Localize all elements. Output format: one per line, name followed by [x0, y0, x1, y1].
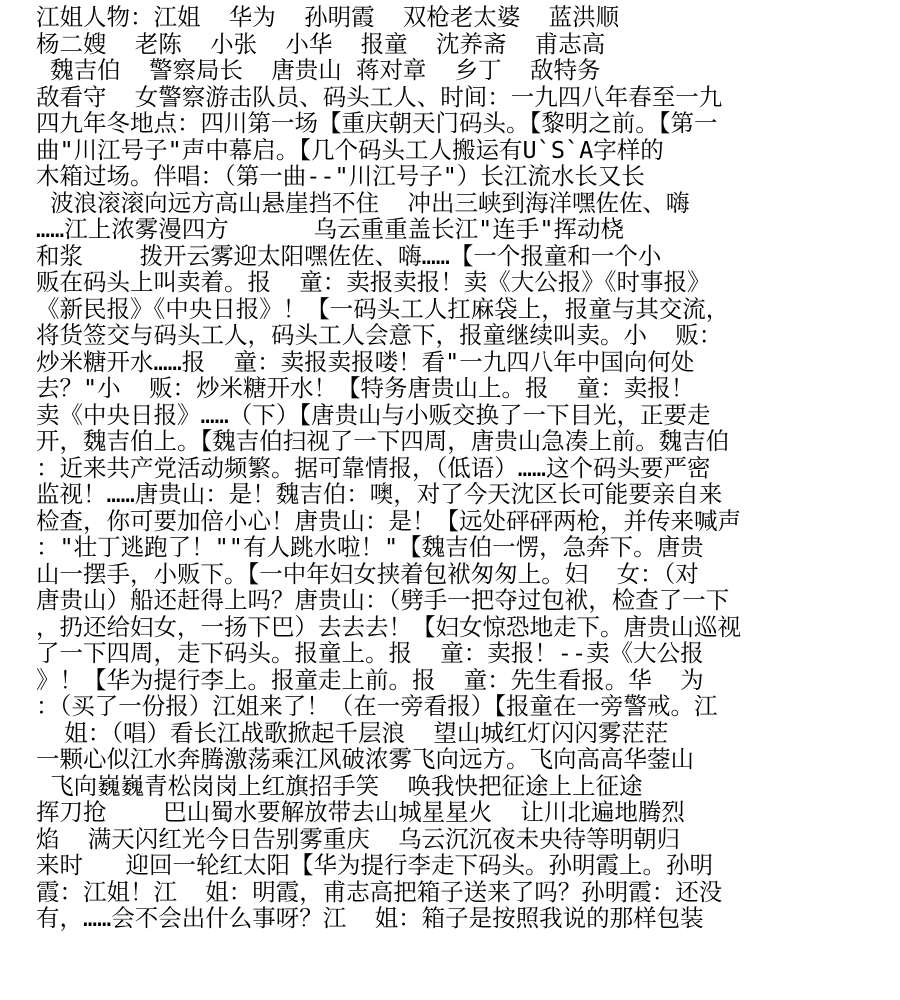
text-line: 了一下四周，走下码头。报童上。报 童：卖报！--卖《大公报 — [36, 640, 704, 667]
text-line: 杨二嫂 老陈 小张 小华 报童 沈养斋 甫志高 — [36, 30, 606, 57]
text-line: 开，魏吉伯上。【魏吉伯扫视了一下四周，唐贵山急凑上前。魏吉伯 — [36, 428, 730, 455]
text-line: 一颗心似江水奔腾激荡乘江风破浓雾飞向远方。飞向高高华蓥山 — [36, 746, 694, 773]
text-line: 挥刀抢 巴山蜀水要解放带去山城星星火 让川北遍地腾烈 — [36, 799, 685, 826]
text-line: 炒米糖开水……报 童：卖报卖报喽！看"一九四八年中国向何处 — [36, 348, 695, 375]
text-line: 江姐人物：江姐 华为 孙明霞 双枪老太婆 蓝洪顺 — [36, 4, 620, 31]
script-text-body — [36, 4, 886, 932]
text-line: 和浆 拨开云雾迎太阳嘿佐佐、嗨……【一个报童和一个小 — [36, 242, 662, 269]
text-line: 焰 满天闪红光今日告别雾重庆 乌云沉沉夜未央待等明朝归 — [36, 825, 681, 852]
text-line: 四九年冬地点：四川第一场【重庆朝天门码头。【黎明之前。【第一 — [36, 110, 718, 137]
text-line: ，扔还给妇女，一扬下巴）去去去！【妇女惊恐地走下。唐贵山巡视 — [36, 613, 741, 640]
text-line: 来时 迎回一轮红太阳【华为提行李走下码头。孙明霞上。孙明 — [36, 852, 713, 879]
text-line: ：近来共产党活动频繁。据可靠情报，（低语）……这个码头要严密 — [36, 454, 711, 481]
text-line: 贩在码头上叫卖着。报 童：卖报卖报！卖《大公报》《时事报》 — [36, 269, 711, 296]
text-line: 》！【华为提行李上。报童走上前。报 童：先生看报。华 为 — [36, 666, 704, 693]
text-line: 波浪滚滚向远方高山悬崖挡不住 冲出三峡到海洋嘿佐佐、嗨 — [36, 189, 690, 216]
text-line: ……江上浓雾漫四方 乌云重重盖长江"连手"挥动桡 — [36, 216, 624, 243]
text-line: 山一摆手，小贩下。【一中年妇女挟着包袱匆匆上。妇 女：（对 — [36, 560, 699, 587]
text-line: 有，……会不会出什么事呀？江 姐：箱子是按照我说的那样包装 — [36, 905, 704, 932]
text-line: 唐贵山）船还赶得上吗？唐贵山：（劈手一把夺过包袱，检查了一下 — [36, 587, 730, 614]
text-line: ："壮丁逃跑了！""有人跳水啦！"【魏吉伯一愣，急奔下。唐贵 — [36, 534, 704, 561]
text-line: 监视！……唐贵山：是！魏吉伯：噢，对了今天沈区长可能要亲自来 — [36, 481, 723, 508]
text-line: 姐：（唱）看长江战歌掀起千层浪 望山城红灯闪闪雾茫茫 — [36, 719, 669, 746]
text-line: 卖《中央日报》……（下）【唐贵山与小贩交换了一下目光，正要走 — [36, 401, 711, 428]
text-line: 将货签交与码头工人，码头工人会意下，报童继续叫卖。小 贩： — [36, 322, 723, 349]
text-line: 检查，你可要加倍小心！唐贵山：是！【远处砰砰两枪，并传来喊声 — [36, 507, 741, 534]
text-line: 木箱过场。伴唱：（第一曲--"川江号子"）长江流水长又长 — [36, 163, 645, 190]
text-line: 曲"川江号子"声中幕启。【几个码头工人搬运有U`S`A字样的 — [36, 136, 664, 163]
text-line: 去？"小 贩：炒米糖开水！【特务唐贵山上。报 童：卖报！ — [36, 375, 695, 402]
text-line: 霞：江姐！江 姐：明霞，甫志高把箱子送来了吗？孙明霞：还没 — [36, 878, 723, 905]
text-line: 敌看守 女警察游击队员、码头工人、时间：一九四八年春至一九 — [36, 83, 723, 110]
text-line: 《新民报》《中央日报》！【一码头工人扛麻袋上，报童与其交流， — [36, 295, 730, 322]
text-line: ：（买了一份报）江姐来了！（在一旁看报）【报童在一旁警戒。江 — [36, 693, 718, 720]
text-line: 飞向巍巍青松岗岗上红旗招手笑 唤我快把征途上上征途 — [36, 772, 643, 799]
text-line: 魏吉伯 警察局长 唐贵山 蒋对章 乡丁 敌特务 — [36, 57, 601, 84]
